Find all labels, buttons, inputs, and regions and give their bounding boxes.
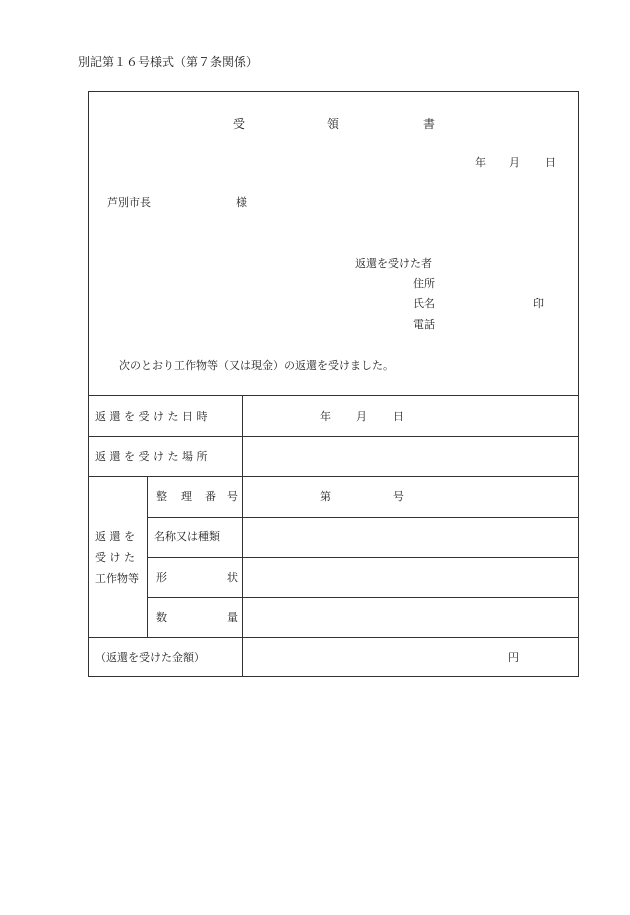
column-divider-main: [242, 395, 243, 677]
addressee-name: 芦別市長: [107, 196, 151, 209]
returnee-address-label: 住所: [413, 277, 435, 290]
number-value-suffix: 号: [393, 490, 404, 503]
row-datetime-day: 日: [393, 410, 404, 423]
row-datetime-label: 返 還 を 受 け た 日 時: [95, 410, 208, 423]
name-type-label: 名称又は種類: [154, 530, 220, 543]
row-divider-1: [88, 436, 579, 437]
statement-text: 次のとおり工作物等（又は現金）の返還を受けました。: [119, 359, 394, 372]
seal-mark: 印: [533, 297, 544, 310]
shape-label-a: 形: [156, 571, 167, 584]
date-month-label: 月: [509, 156, 520, 169]
number-value-prefix: 第: [320, 490, 331, 503]
returnee-heading: 返還を受けた者: [355, 257, 432, 270]
title-char-1: 受: [233, 117, 246, 131]
number-label-b: 理: [181, 490, 192, 503]
row-divider-4: [147, 557, 579, 558]
row-place-label: 返 還 を 受 け た 場 所: [95, 450, 208, 463]
quantity-label-a: 数: [156, 611, 167, 624]
row-divider-5: [147, 597, 579, 598]
quantity-label-b: 量: [227, 611, 238, 624]
amount-unit: 円: [508, 651, 519, 664]
row-datetime-month: 月: [356, 410, 367, 423]
row-datetime-year: 年: [320, 410, 331, 423]
date-day-label: 日: [545, 156, 556, 169]
number-label-c: 番: [205, 490, 216, 503]
number-label-a: 整: [156, 490, 167, 503]
returnee-name-label: 氏名: [413, 297, 435, 310]
amount-label: （返還を受けた金額）: [95, 651, 205, 664]
date-year-label: 年: [475, 156, 486, 169]
form-id: 別記第１６号様式（第７条関係）: [78, 55, 259, 69]
column-divider-group: [147, 476, 148, 637]
number-label-d: 号: [227, 490, 238, 503]
shape-label-b: 状: [227, 571, 238, 584]
addressee-honorific: 様: [236, 196, 247, 209]
title-char-2: 領: [327, 117, 340, 131]
receipt-form-frame: [88, 91, 579, 677]
returnee-phone-label: 電話: [413, 318, 435, 331]
row-divider-2: [88, 476, 579, 477]
items-group-label-2: 受 け た: [95, 551, 135, 564]
table-top-line: [88, 395, 579, 396]
row-divider-6: [88, 637, 579, 638]
title-char-3: 書: [423, 117, 436, 131]
items-group-label-1: 返 還 を: [95, 530, 135, 543]
items-group-label-3: 工作物等: [95, 572, 139, 585]
row-divider-3: [147, 517, 579, 518]
